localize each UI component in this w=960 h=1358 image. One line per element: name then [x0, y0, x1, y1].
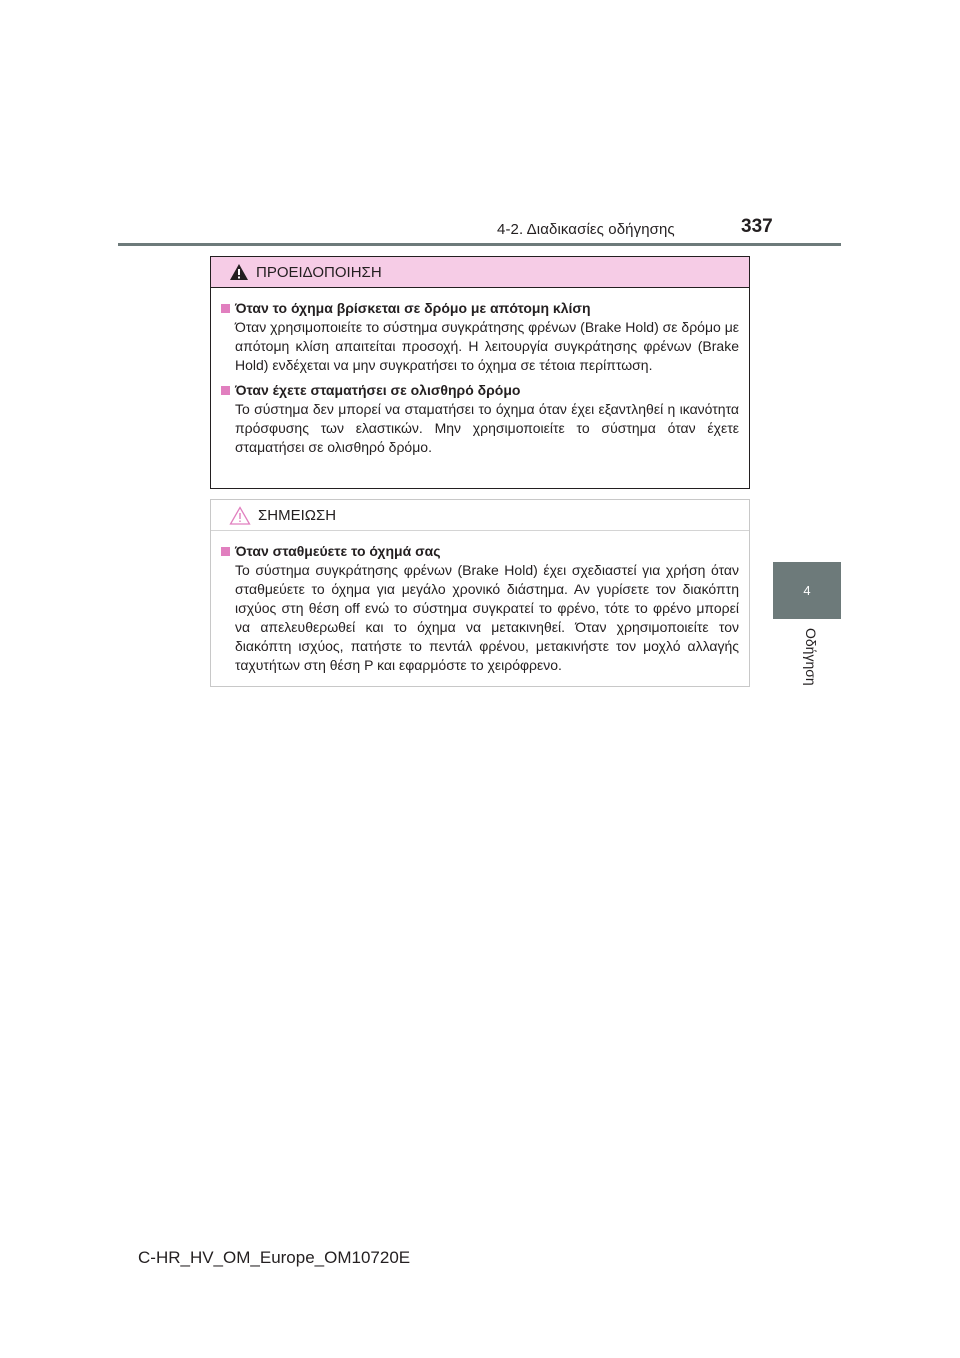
square-bullet-icon	[221, 304, 230, 313]
warning-item-text: Το σύστημα δεν μπορεί να σταματήσει το όχημα όταν έχει εξαντληθεί η ικανότητα πρόσφυσης των ελαστικών. Μην χρησιμοποιείτε το σύστημα όταν έχετε σταματήσει σε ολισθηρό δρόμο.	[235, 401, 739, 455]
notice-title: ΣΗΜΕΙΩΣΗ	[258, 506, 337, 524]
notice-item-heading	[221, 542, 739, 561]
square-bullet-icon	[221, 547, 230, 556]
notice-item	[221, 542, 739, 675]
warning-item-heading-text: Όταν το όχημα βρίσκεται σε δρόμο με απότομη κλίση	[235, 300, 591, 316]
notice-item-text: Το σύστημα συγκράτησης φρένων (Brake Hold) έχει σχεδιαστεί για χρήση όταν σταθμεύετε το όχημα για μεγάλο χρονικό διάστημα. Αν γυρίσετε τον διακόπτη ισχύος στη θέση off ενώ το σύστημα συγκρατεί το φρένο, τότε το φρένο μπορεί να απελευθερωθεί και το όχημα να μετακινηθεί. Όταν χρησιμοποιείτε τον διακόπτη ισχύος, πατήστε το πεντάλ φρένου, μετακινήστε τον μοχλό αλλαγής ταχυτήτων στη θέση P και εφαρμόστε το χειρόφρενο.	[235, 562, 739, 673]
warning-item-heading-text: Όταν έχετε σταματήσει σε ολισθηρό δρόμο	[235, 382, 521, 398]
notice-item-heading-text: Όταν σταθμεύετε το όχημά σας	[235, 543, 441, 559]
warning-title: ΠΡΟΕΙΔΟΠΟΙΗΣΗ	[256, 263, 382, 281]
warning-item	[221, 299, 739, 375]
warning-header	[211, 257, 749, 288]
header-divider	[118, 243, 841, 246]
running-header-section: 4-2. Διαδικασίες οδήγησης	[497, 221, 675, 238]
notice-box	[210, 499, 750, 687]
warning-item	[221, 381, 739, 457]
warning-body	[211, 288, 749, 457]
warning-item-text: Όταν χρησιμοποιείτε το σύστημα συγκράτησης φρένων (Brake Hold) σε δρόμο με απότομη κλίση απαιτείται προσοχή. Η λειτουργία συγκράτησης φρένων (Brake Hold) ενδέχεται να μην συγκρατήσει το όχημα σε τέτοια περίπτωση.	[235, 319, 740, 373]
chapter-title: Οδήγηση	[803, 628, 819, 686]
square-bullet-icon	[221, 386, 230, 395]
caution-outline-triangle-icon	[229, 506, 251, 525]
warning-triangle-icon	[229, 263, 249, 281]
warning-item-heading	[221, 299, 739, 318]
chapter-tab	[773, 562, 841, 619]
warning-box	[210, 256, 750, 489]
page-number: 337	[741, 216, 773, 237]
notice-header	[211, 500, 749, 531]
chapter-number: 4	[803, 583, 811, 598]
warning-item-heading	[221, 381, 739, 400]
notice-body	[211, 531, 749, 675]
document-id: C-HR_HV_OM_Europe_OM10720E	[138, 1248, 411, 1267]
